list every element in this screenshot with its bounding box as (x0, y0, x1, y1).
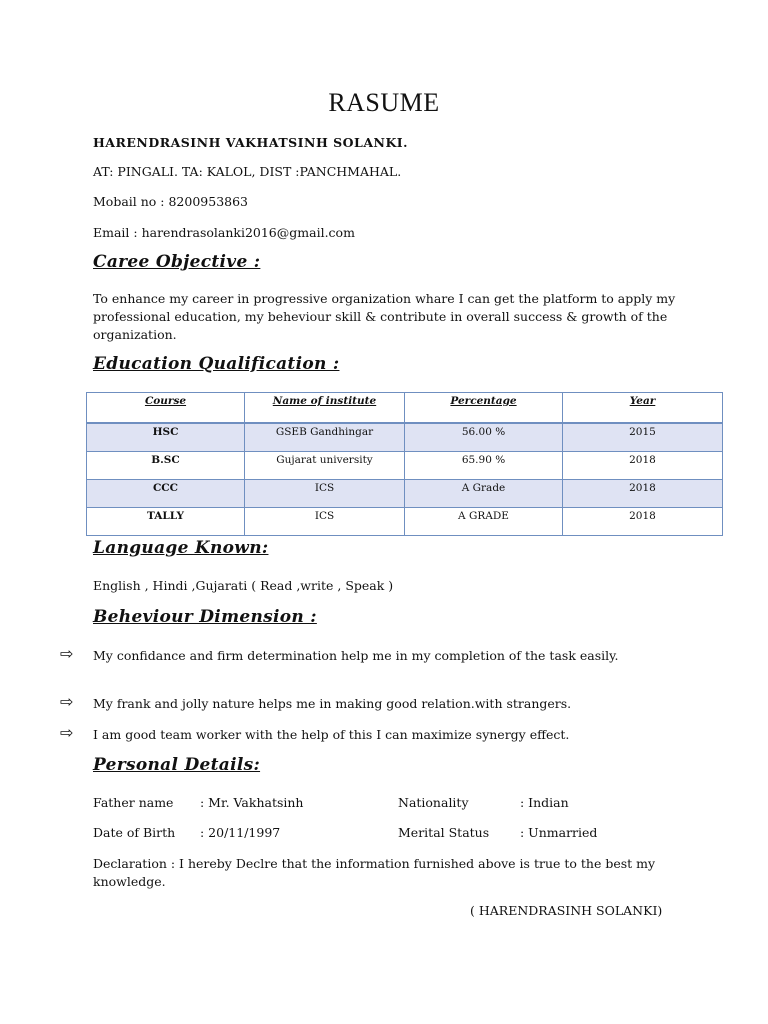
education-table (86, 392, 723, 536)
year-cell: 2018 (563, 480, 723, 508)
dob-value: : 20/11/1997 (200, 825, 281, 840)
page-title: RASUME (328, 88, 440, 117)
course-cell: TALLY (87, 508, 245, 536)
course-cell: HSC (87, 423, 245, 452)
percentage-cell: 56.00 % (405, 423, 563, 452)
nationality-label: Nationality (398, 795, 469, 810)
signature: ( HARENDRASINH SOLANKI) (470, 903, 663, 918)
year-cell: 2015 (563, 423, 723, 452)
course-cell: CCC (87, 480, 245, 508)
list-item (60, 723, 670, 744)
column-header-year: Year (563, 393, 723, 424)
email-line: Email : harendrasolanki2016@gmail.com (93, 225, 355, 240)
marital-status-label: Merital Status (398, 825, 490, 840)
arrow-right-outline-icon: ⇨ (60, 723, 74, 742)
percentage-cell: A GRADE (405, 508, 563, 536)
list-item (60, 692, 670, 713)
table-row (87, 452, 723, 480)
column-header-course: Course (87, 393, 245, 424)
institute-cell: ICS (245, 508, 405, 536)
table-row (87, 480, 723, 508)
percentage-cell: 65.90 % (405, 452, 563, 480)
behaviour-item-text: My confidance and firm determination help me in my completion of the task easily. (93, 648, 619, 663)
objective-text: To enhance my career in progressive organization whare I can get the platform to apply my professional education, my beheviour skill & contribute in overall success & growth of the organization. (93, 291, 676, 342)
personal-heading: Personal Details: (93, 755, 261, 775)
language-heading: Language Known: (93, 538, 269, 558)
institute-cell: GSEB Gandhingar (245, 423, 405, 452)
behaviour-item-text: My frank and jolly nature helps me in making good relation.with strangers. (93, 696, 572, 711)
course-cell: B.SC (87, 452, 245, 480)
behaviour-heading: Beheviour Dimension : (93, 607, 317, 627)
education-heading: Education Qualification : (93, 354, 340, 374)
table-row (87, 423, 723, 452)
mobile-line: Mobail no : 8200953863 (93, 194, 249, 209)
column-header-institute: Name of institute (245, 393, 405, 424)
year-cell: 2018 (563, 508, 723, 536)
arrow-right-outline-icon: ⇨ (60, 644, 74, 663)
objective-heading: Caree Objective : (93, 252, 261, 272)
table-header-row (87, 393, 723, 424)
father-name-label: Father name (93, 795, 174, 810)
father-name-value: : Mr. Vakhatsinh (200, 795, 304, 810)
behaviour-item-text: I am good team worker with the help of this I can maximize synergy effect. (93, 727, 570, 742)
column-header-percentage: Percentage (405, 393, 563, 424)
arrow-right-outline-icon: ⇨ (60, 692, 74, 711)
table-row (87, 508, 723, 536)
language-text: English , Hindi ,Gujarati ( Read ,write , Speak ) (93, 578, 394, 593)
percentage-cell: A Grade (405, 480, 563, 508)
marital-status-value: : Unmarried (520, 825, 598, 840)
institute-cell: ICS (245, 480, 405, 508)
candidate-name: HARENDRASINH VAKHATSINH SOLANKI. (93, 135, 409, 150)
address-line: AT: PINGALI. TA: KALOL, DIST :PANCHMAHAL. (93, 164, 402, 179)
institute-cell: Gujarat university (245, 452, 405, 480)
declaration-text: Declaration : I hereby Declre that the information furnished above is true to the best my knowledge. (93, 856, 656, 889)
list-item (60, 644, 670, 683)
year-cell: 2018 (563, 452, 723, 480)
nationality-value: : Indian (520, 795, 569, 810)
dob-label: Date of Birth (93, 825, 176, 840)
